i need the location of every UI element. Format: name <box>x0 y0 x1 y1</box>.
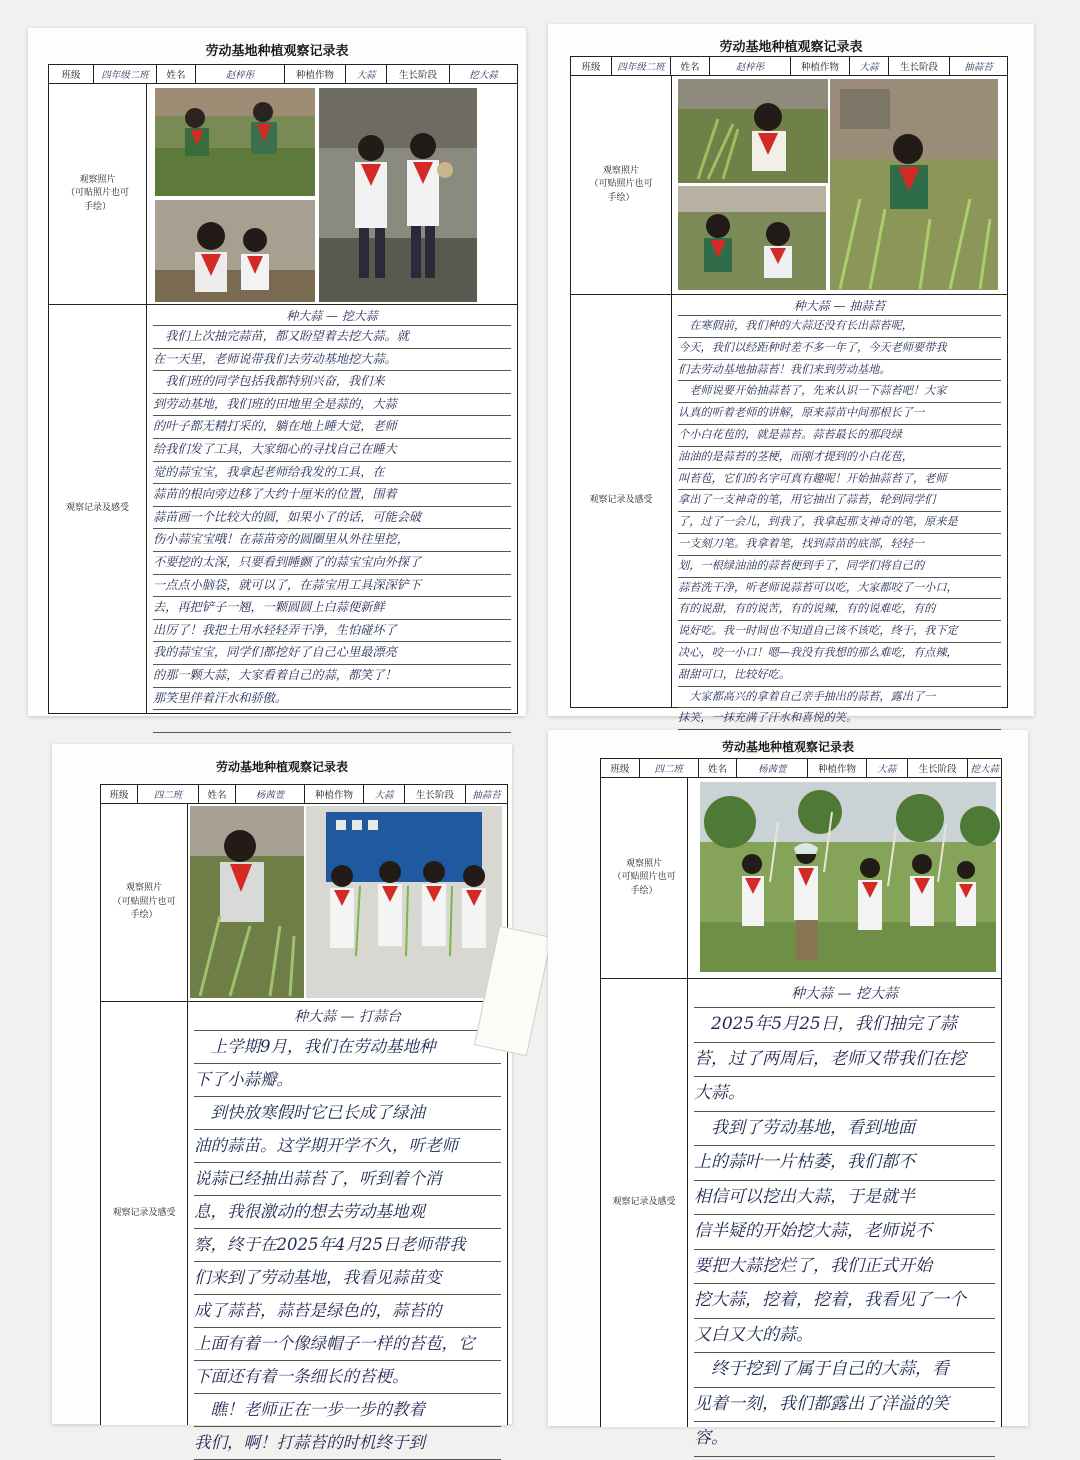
record-table <box>570 56 1008 725</box>
note-line: 大蒜。 <box>694 1077 995 1112</box>
name-label: 姓名 <box>699 759 738 777</box>
crop-label: 种植作物 <box>305 785 364 803</box>
crop-label: 种植作物 <box>285 65 346 83</box>
note-line: 我们，啊！打蒜苔的时机终于到 <box>194 1427 501 1460</box>
record-table <box>48 64 518 714</box>
note-line: 我们上次抽完蒜苗，都又盼望着去挖大蒜。就 <box>153 326 511 349</box>
name-label: 姓名 <box>199 785 236 803</box>
photo-girl-pulling <box>190 806 304 998</box>
info-row <box>571 57 1007 76</box>
crop-value: 大蒜 <box>867 759 908 777</box>
record-label: 观察记录及感受 <box>601 979 688 1427</box>
photo-area <box>672 76 1007 294</box>
stage-value: 抽蒜苔 <box>964 62 993 73</box>
photo-girls-holding-scapes <box>306 806 502 998</box>
photo-area <box>688 778 1001 978</box>
note-line: 蒜苔洗干净，听老师说蒜苔可以吃，大家都咬了一小口， <box>678 578 1001 600</box>
note-line: 上学期9月，我们在劳动基地种 <box>194 1031 501 1064</box>
info-row <box>49 65 517 84</box>
name-value: 赵梓彤 <box>710 57 791 75</box>
record-table <box>100 784 508 1452</box>
note-line: 又白又大的蒜。 <box>694 1319 995 1354</box>
note-line: 今天，我们以经距种时差不多一年了，今天老师要带我 <box>678 338 1001 360</box>
note-line: 下了小蒜瓣。 <box>194 1064 501 1097</box>
sheet-title: 劳动基地种植观察记录表 <box>215 760 348 774</box>
photo-pulling-scape <box>678 79 828 183</box>
stage-label: 生长阶段 <box>405 785 466 803</box>
note-line: 抹笑，一抹充满了汗水和喜悦的笑。 <box>678 708 1001 730</box>
name-label: 姓名 <box>157 65 196 83</box>
handwritten-notes <box>147 305 517 713</box>
note-line: 一点点小脑袋，就可以了，在蒜宝用工具深深铲下 <box>153 575 511 598</box>
note-line: 苔，过了两周后，老师又带我们在挖 <box>694 1043 995 1078</box>
note-line: 划，一根绿油油的蒜苔便到手了，同学们将自己的 <box>678 556 1001 578</box>
record-sheet-1 <box>28 28 526 716</box>
note-line: 伤小蒜宝宝哦！在蒜苗旁的圆圈里从外往里挖， <box>153 529 511 552</box>
note-line: 一支刻刀笔。我拿着笔，找到蒜苗的底部，轻轻一 <box>678 534 1001 556</box>
photo-girls-closeup <box>155 200 315 302</box>
name-label: 姓名 <box>671 57 710 75</box>
note-line: 们来到了劳动基地，我看见蒜苗变 <box>194 1262 501 1295</box>
sheet-title: 劳动基地种植观察记录表 <box>205 44 349 59</box>
note-title: 种大蒜 — 打蒜台 <box>194 1004 501 1031</box>
note-line: 个小白花苞的，就是蒜苔。蒜苔最长的那段绿 <box>678 425 1001 447</box>
crop-label: 种植作物 <box>791 57 850 75</box>
note-line: 在一天里，老师说带我们去劳动基地挖大蒜。 <box>153 349 511 372</box>
note-line: 有的说甜，有的说苦，有的说辣，有的说难吃，有的 <box>678 599 1001 621</box>
note-line: 成了蒜苔，蒜苔是绿色的，蒜苔的 <box>194 1295 501 1328</box>
photo-girls-crouching <box>678 186 826 290</box>
class-label: 班级 <box>601 759 640 777</box>
photo-label: 观察照片 （可贴照片也可 手绘） <box>101 804 188 1001</box>
note-line: 甜甜可口，比较好吃。 <box>678 665 1001 687</box>
stage-value: 挖大蒜 <box>469 70 498 81</box>
note-line: 去，再把铲子一翘，一颗圆圆上白蒜便新鲜 <box>153 597 511 620</box>
record-area <box>147 305 517 713</box>
note-line: 认真的听着老师的讲解，原来蒜苗中间那根长了一 <box>678 403 1001 425</box>
name-value: 杨茜萱 <box>737 759 808 777</box>
record-area <box>672 295 1007 725</box>
note-line: 那笑里伴着汗水和骄傲。 <box>153 688 511 711</box>
note-line: 信半疑的开始挖大蒜，老师说不 <box>694 1215 995 1250</box>
record-label: 观察记录及感受 <box>571 295 672 707</box>
stage-label: 生长阶段 <box>889 57 950 75</box>
record-label: 观察记录及感受 <box>49 305 147 713</box>
crop-value: 大蒜 <box>346 65 387 83</box>
photo-area <box>188 804 507 1001</box>
note-line: 老师说要开始抽蒜苔了，先来认识一下蒜苔吧！大家 <box>678 381 1001 403</box>
note-line: 察，终于在2025年4月25日老师带我 <box>194 1229 501 1262</box>
note-line: 相信可以挖出大蒜，于是就半 <box>694 1181 995 1216</box>
photo-children-holding-garlic <box>700 782 996 972</box>
note-line: 我们班的同学包括我都特别兴奋，我们来 <box>153 371 511 394</box>
stage-value: 挖大蒜 <box>970 764 999 775</box>
record-section <box>49 305 517 713</box>
note-title: 种大蒜 — 挖大蒜 <box>694 981 995 1008</box>
sheet-title: 劳动基地种植观察记录表 <box>721 740 854 754</box>
handwritten-notes <box>672 295 1007 725</box>
record-sheet-3 <box>52 744 512 1452</box>
note-line: 蒜苗的根向旁边移了大约十厘米的位置，围着 <box>153 484 511 507</box>
photo-students-garlic <box>319 88 477 302</box>
stage-value: 抽蒜苔 <box>472 790 501 801</box>
note-line: 了，过了一会儿，到我了，我拿起那支神奇的笔，原来是 <box>678 512 1001 534</box>
photo-label: 观察照片 （可贴照片也可 手绘） <box>571 76 672 294</box>
photo-section <box>571 76 1007 295</box>
record-section <box>601 979 1001 1448</box>
note-line: 给我们发了工具，大家细心的寻找自己在睡大 <box>153 439 511 462</box>
sheet-title: 劳动基地种植观察记录表 <box>719 40 863 55</box>
note-line: 说蒜已经抽出蒜苔了，听到着个消 <box>194 1163 501 1196</box>
note-line: 的那一颗大蒜，大家看着自己的蒜，都笑了！ <box>153 665 511 688</box>
note-line: 说好吃。我一时间也不知道自己该不该吃，终于，我下定 <box>678 621 1001 643</box>
photo-students-field <box>155 88 315 196</box>
note-line: 油油的是蒜苔的茎梗，而刚才提到的小白花苞， <box>678 447 1001 469</box>
note-line: 们去劳动基地抽蒜苔！我们来到劳动基地。 <box>678 360 1001 382</box>
crop-value: 大蒜 <box>850 57 889 75</box>
class-label: 班级 <box>101 785 138 803</box>
note-line: 上面有着一个像绿帽子一样的苔苞，它 <box>194 1328 501 1361</box>
photo-section <box>101 804 507 1002</box>
note-line: 我到了劳动基地，看到地面 <box>694 1112 995 1147</box>
note-line: 到快放寒假时它已长成了绿油 <box>194 1097 501 1130</box>
record-sheet-4 <box>548 730 1028 1448</box>
note-line: 上的蒜叶一片枯萎，我们都不 <box>694 1146 995 1181</box>
class-value: 四年级二班 <box>94 65 157 83</box>
info-row <box>601 759 1001 778</box>
note-line: 见着一刻，我们都露出了洋溢的笑 <box>694 1388 995 1423</box>
note-line: 瞧！老师正在一步一步的教着 <box>194 1394 501 1427</box>
note-line: 蒜苗画一个比较大的圆，如果小了的话，可能会破 <box>153 507 511 530</box>
record-sheet-2 <box>548 24 1034 725</box>
note-line: 到劳动基地，我们班的田地里全是蒜的，大蒜 <box>153 394 511 417</box>
record-label: 观察记录及感受 <box>101 1002 188 1425</box>
stage-label: 生长阶段 <box>908 759 969 777</box>
record-section <box>571 295 1007 725</box>
class-value: 四二班 <box>640 759 699 777</box>
stage-label: 生长阶段 <box>387 65 450 83</box>
record-area <box>688 979 1001 1448</box>
handwritten-notes <box>688 979 1001 1448</box>
note-line: 决心，咬一小口！嗯—我没有我想的那么难吃，有点辣， <box>678 643 1001 665</box>
note-line: 容。 <box>694 1422 995 1457</box>
crop-label: 种植作物 <box>808 759 867 777</box>
note-line: 下面还有着一条细长的苔梗。 <box>194 1361 501 1394</box>
note-line: 觉的蒜宝宝，我拿起老师给我发的工具，在 <box>153 462 511 485</box>
photo-area <box>147 84 517 304</box>
class-label: 班级 <box>49 65 94 83</box>
crop-value: 大蒜 <box>364 785 405 803</box>
note-line: 在寒假前，我们种的大蒜还没有长出蒜苔呢， <box>678 316 1001 338</box>
record-area <box>188 1002 507 1452</box>
note-line: 大家都高兴的拿着自己亲手抽出的蒜苔，露出了一 <box>678 687 1001 709</box>
class-label: 班级 <box>571 57 612 75</box>
note-line: 要把大蒜挖烂了，我们正式开始 <box>694 1250 995 1285</box>
note-line: 出厉了！我把土用水轻轻弄干净，生怕碰坏了 <box>153 620 511 643</box>
photo-section <box>49 84 517 305</box>
photo-girl-in-garden <box>830 79 998 290</box>
note-line: 拿出了一支神奇的笔，用它抽出了蒜苔，轮到同学们 <box>678 490 1001 512</box>
class-value: 四二班 <box>138 785 199 803</box>
note-line: 不要挖的太深，只要看到睡颤了的蒜宝宝向外探了 <box>153 552 511 575</box>
note-line: 终于挖到了属于自己的大蒜，看 <box>694 1353 995 1388</box>
note-line: 的叶子都无精打采的，躺在地上睡大觉，老师 <box>153 416 511 439</box>
note-line: 叫苔苞，它们的名字可真有趣呢！开始抽蒜苔了，老师 <box>678 469 1001 491</box>
note-line: 挖大蒜，挖着，挖着，我看见了一个 <box>694 1284 995 1319</box>
note-title: 种大蒜 — 抽蒜苔 <box>678 297 1001 316</box>
photo-label: 观察照片 （可贴照片也可 手绘） <box>49 84 147 304</box>
note-line: 油的蒜苗。这学期开学不久，听老师 <box>194 1130 501 1163</box>
info-row <box>101 785 507 804</box>
record-section <box>101 1002 507 1452</box>
note-title: 种大蒜 — 挖大蒜 <box>153 307 511 326</box>
name-value: 赵梓彤 <box>196 65 285 83</box>
photo-section <box>601 778 1001 979</box>
note-line: 息，我很激动的想去劳动基地观 <box>194 1196 501 1229</box>
handwritten-notes <box>188 1002 507 1452</box>
photo-label: 观察照片 （可贴照片也可 手绘） <box>601 778 688 978</box>
name-value: 杨茜萱 <box>236 785 305 803</box>
record-table <box>600 758 1002 1448</box>
note-line: 2025年5月25日，我们抽完了蒜 <box>694 1008 995 1043</box>
class-value: 四年级二班 <box>612 57 671 75</box>
note-line: 我的蒜宝宝，同学们都挖好了自己心里最漂亮 <box>153 642 511 665</box>
note-line <box>153 710 511 733</box>
